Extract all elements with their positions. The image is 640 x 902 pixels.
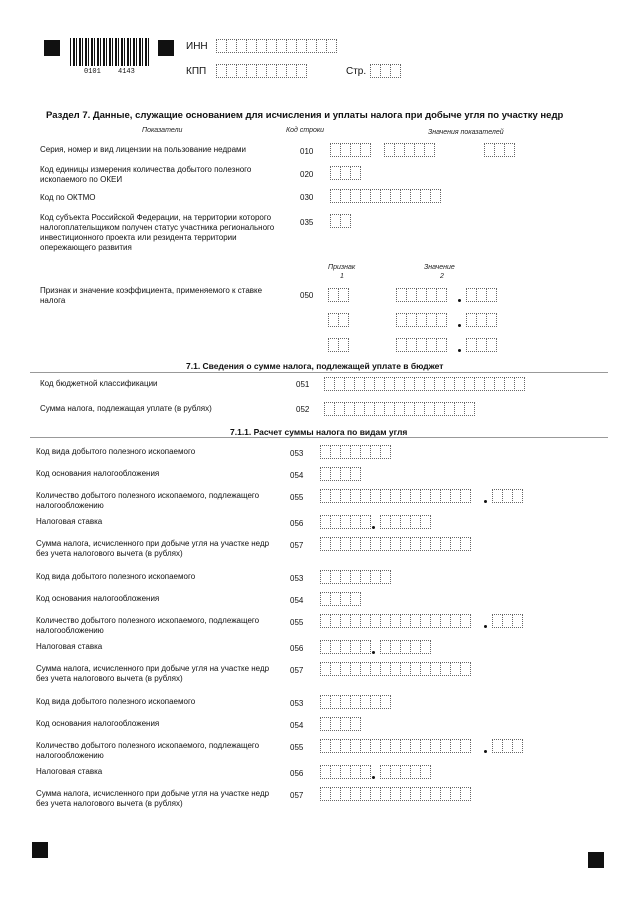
taxable-quantity-fraction-field[interactable] xyxy=(492,489,522,503)
coefficient-fraction-field[interactable] xyxy=(466,313,496,327)
barcode xyxy=(70,38,150,66)
taxable-quantity-label: Количество добытого полезного ископаемого, подлежащего налогообложению xyxy=(36,741,260,760)
line-code: 056 xyxy=(290,769,304,778)
registration-marker-top-left xyxy=(44,40,60,56)
registration-marker-bottom-right xyxy=(588,852,604,868)
kpp-label: КПП xyxy=(186,66,207,77)
coefficient-value-field[interactable] xyxy=(396,313,446,327)
decimal-point xyxy=(458,299,461,302)
decimal-point xyxy=(484,500,487,503)
line-code: 056 xyxy=(290,519,304,528)
decimal-point xyxy=(372,651,375,654)
tax-rate-label: Налоговая ставка xyxy=(36,642,103,651)
column-header-code: Код строки xyxy=(286,127,325,134)
inn-label: ИНН xyxy=(186,41,208,52)
license-type-field[interactable] xyxy=(484,143,514,157)
taxation-basis-code-field[interactable] xyxy=(320,592,360,606)
line-code: 050 xyxy=(300,291,314,300)
tax-rate-fraction-field[interactable] xyxy=(380,515,430,529)
line-code: 053 xyxy=(290,449,304,458)
line-code: 052 xyxy=(296,405,310,414)
decimal-point xyxy=(372,526,375,529)
taxation-basis-code-field[interactable] xyxy=(320,717,360,731)
tax-rate-fraction-field[interactable] xyxy=(380,765,430,779)
taxation-basis-code-label: Код основания налогообложения xyxy=(36,469,160,478)
line-code: 010 xyxy=(300,147,314,156)
coefficient-value-field[interactable] xyxy=(396,288,446,302)
page-label: Стр. xyxy=(346,66,367,77)
license-series-field[interactable] xyxy=(330,143,370,157)
tax-rate-field[interactable] xyxy=(320,765,370,779)
region-code-label: Код субъекта Российской Федерации, на территории которого налогоплательщиком получен статус участника регионального инвестиционного проекта или резидента территории опережающего развития xyxy=(40,213,275,252)
calculated-tax-amount-label: Сумма налога, исчисленного при добыче угля на участке недр без учета налогового вычета (в рублях) xyxy=(36,789,270,808)
taxable-quantity-fraction-field[interactable] xyxy=(492,614,522,628)
barcode-number-right: 4143 xyxy=(118,68,135,76)
tax-rate-label: Налоговая ставка xyxy=(36,517,103,526)
coefficient-fraction-field[interactable] xyxy=(466,288,496,302)
kpp-field[interactable] xyxy=(216,64,306,78)
taxation-basis-code-label: Код основания налогообложения xyxy=(36,594,160,603)
taxable-quantity-field[interactable] xyxy=(320,614,470,628)
divider xyxy=(30,437,608,438)
taxable-quantity-fraction-field[interactable] xyxy=(492,739,522,753)
subsection-7-1-title: 7.1. Сведения о сумме налога, подлежащей уплате в бюджет xyxy=(186,361,444,371)
tax-rate-field[interactable] xyxy=(320,640,370,654)
line-code: 057 xyxy=(290,541,304,550)
coefficient-sign-field[interactable] xyxy=(328,338,348,352)
registration-marker-top-right xyxy=(158,40,174,56)
inn-field[interactable] xyxy=(216,39,336,53)
taxable-quantity-label: Количество добытого полезного ископаемого, подлежащего налогообложению xyxy=(36,491,260,510)
line-code: 030 xyxy=(300,193,314,202)
tax-rate-field[interactable] xyxy=(320,515,370,529)
oktmo-field[interactable] xyxy=(330,189,440,203)
decimal-point xyxy=(458,324,461,327)
taxable-quantity-field[interactable] xyxy=(320,489,470,503)
kbk-label: Код бюджетной классификации xyxy=(40,379,158,388)
page-number-field[interactable] xyxy=(370,64,400,78)
line-code: 055 xyxy=(290,743,304,752)
mineral-type-code-field[interactable] xyxy=(320,445,390,459)
coefficient-sign-field[interactable] xyxy=(328,313,348,327)
line-code: 051 xyxy=(296,380,310,389)
line-code: 035 xyxy=(300,218,314,227)
tax-payable-label: Сумма налога, подлежащая уплате (в рублях) xyxy=(40,404,212,413)
calculated-tax-amount-field[interactable] xyxy=(320,662,470,676)
taxable-quantity-field[interactable] xyxy=(320,739,470,753)
section-title: Раздел 7. Данные, служащие основанием для исчисления и уплаты налога при добыче угля по участку недр xyxy=(46,110,564,121)
column-header-values: Значения показателей xyxy=(428,129,504,136)
line-code: 054 xyxy=(290,596,304,605)
okei-field[interactable] xyxy=(330,166,360,180)
mineral-type-code-field[interactable] xyxy=(320,695,390,709)
sign-header: Признак xyxy=(328,264,356,271)
mineral-type-code-label: Код вида добытого полезного ископаемого xyxy=(36,697,196,706)
region-code-field[interactable] xyxy=(330,214,350,228)
mineral-type-code-field[interactable] xyxy=(320,570,390,584)
coefficient-label: Признак и значение коэффициента, применяемого к ставке налога xyxy=(40,286,263,305)
taxation-basis-code-label: Код основания налогообложения xyxy=(36,719,160,728)
okei-label: Код единицы измерения количества добытого полезного ископаемого по ОКЕИ xyxy=(40,165,252,184)
calculated-tax-amount-field[interactable] xyxy=(320,787,470,801)
calculated-tax-amount-label: Сумма налога, исчисленного при добыче угля на участке недр без учета налогового вычета (в рублях) xyxy=(36,539,270,558)
tax-payable-field[interactable] xyxy=(324,402,474,416)
line-code: 053 xyxy=(290,574,304,583)
mineral-type-code-label: Код вида добытого полезного ископаемого xyxy=(36,572,196,581)
taxation-basis-code-field[interactable] xyxy=(320,467,360,481)
divider xyxy=(30,372,608,373)
value-column-number: 2 xyxy=(440,273,444,280)
coefficient-value-field[interactable] xyxy=(396,338,446,352)
line-code: 055 xyxy=(290,618,304,627)
kbk-field[interactable] xyxy=(324,377,524,391)
value-header: Значение xyxy=(424,264,455,271)
line-code: 056 xyxy=(290,644,304,653)
line-code: 057 xyxy=(290,791,304,800)
calculated-tax-amount-field[interactable] xyxy=(320,537,470,551)
line-code: 057 xyxy=(290,666,304,675)
subsection-7-1-1-title: 7.1.1. Расчет суммы налога по видам угля xyxy=(230,427,408,437)
tax-rate-fraction-field[interactable] xyxy=(380,640,430,654)
oktmo-label: Код по ОКТМО xyxy=(40,193,96,202)
line-code: 055 xyxy=(290,493,304,502)
decimal-point xyxy=(458,349,461,352)
coefficient-fraction-field[interactable] xyxy=(466,338,496,352)
license-label: Серия, номер и вид лицензии на пользование недрами xyxy=(40,145,246,154)
line-code: 053 xyxy=(290,699,304,708)
license-number-field[interactable] xyxy=(384,143,434,157)
line-code: 054 xyxy=(290,721,304,730)
decimal-point xyxy=(484,750,487,753)
line-code: 054 xyxy=(290,471,304,480)
barcode-number-left: 0101 xyxy=(84,68,101,76)
column-header-indicators: Показатели xyxy=(142,127,183,134)
taxable-quantity-label: Количество добытого полезного ископаемого, подлежащего налогообложению xyxy=(36,616,260,635)
mineral-type-code-label: Код вида добытого полезного ископаемого xyxy=(36,447,196,456)
tax-rate-label: Налоговая ставка xyxy=(36,767,103,776)
decimal-point xyxy=(484,625,487,628)
sign-column-number: 1 xyxy=(340,273,344,280)
decimal-point xyxy=(372,776,375,779)
registration-marker-bottom-left xyxy=(32,842,48,858)
coefficient-sign-field[interactable] xyxy=(328,288,348,302)
calculated-tax-amount-label: Сумма налога, исчисленного при добыче угля на участке недр без учета налогового вычета (в рублях) xyxy=(36,664,270,683)
line-code: 020 xyxy=(300,170,314,179)
